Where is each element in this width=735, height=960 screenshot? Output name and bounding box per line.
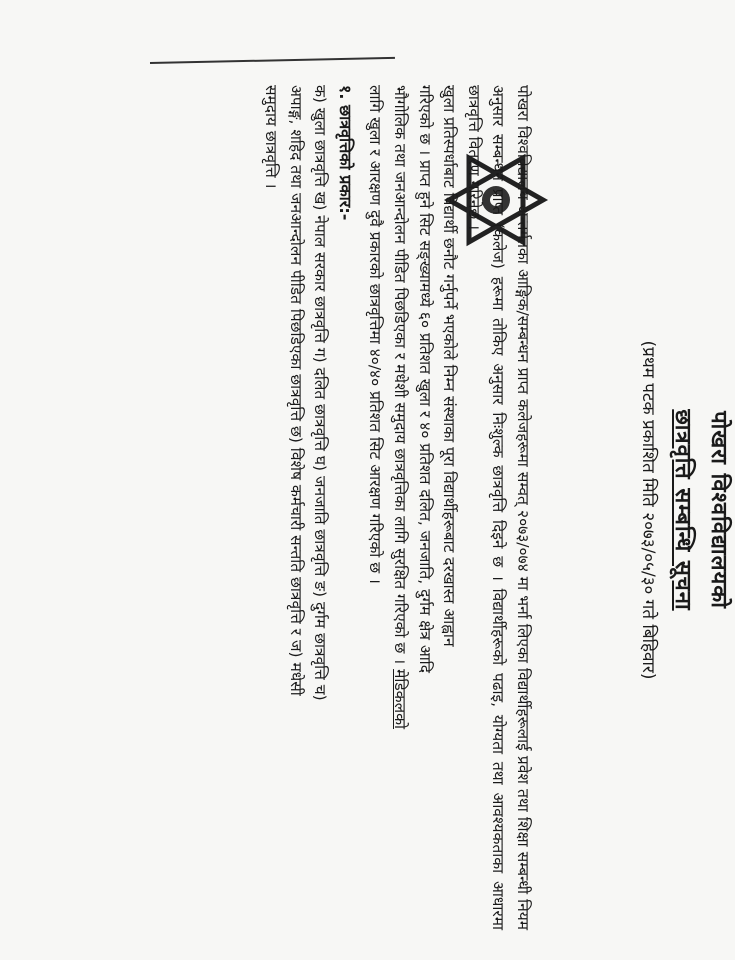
body-line-3: गरिएको छ । प्राप्त हुने सिट सङ्ख्यामध्ये ६० प्रतिशत खुला र ४० प्रतिशत दलित, जनजाति, दुर्गम क्षेत्र आदि bbox=[415, 85, 434, 673]
document-header bbox=[638, 85, 735, 935]
top-rule-line bbox=[150, 57, 395, 64]
title-line-2: छात्रवृत्ति सम्बन्धि सूचना bbox=[670, 409, 695, 611]
body-line-1: पोखरा विश्वविद्यालय अन्तर्गतका आङ्गिक/सम्बन्धन प्राप्त कलेजहरूमा सम्वत् २०७३/०७४ मा भर्ना लिएका विद्यार्थीहरूलाई प्रवेश तथा शिक्षा सम्बन्धी नियम अनुसार सम्बन्धन प्राप्त (कलेज) हरूमा तोकिए अनुसार निःशुल्क छात्रवृत्ति दिइने छ । विद्यार्थीहरूको पढाइ, योग्यता तथा आवश्यकताका आधारमा छात्रवृत्ति वितरण गरिनेछ । bbox=[464, 85, 532, 930]
underlined-word: मेडिकलको bbox=[391, 669, 410, 730]
notice-body bbox=[258, 85, 535, 930]
title-line-1: पोखरा विश्वविद्यालयको bbox=[706, 411, 731, 609]
body-line-4-text: भौगोलिक तथा जनआन्दोलन पीडित पिछडिएका र मधेशी समुदाय छात्रवृत्तिका लागि सुरक्षित गरिएको छ । bbox=[391, 85, 410, 665]
scholarship-types-line-3: समुदाय छात्रवृत्ति । bbox=[262, 85, 281, 189]
body-line-2: खुला प्रतिस्पर्धाबाट विद्यार्थी छनौट गर्नुपर्ने भएकोले निम्न संस्थाका पूरा विद्यार्थीहरूबाट दरखास्त आह्वान bbox=[440, 85, 459, 647]
body-line-4 bbox=[387, 85, 412, 930]
scholarship-types-line-1: क) खुला छात्रवृत्ति ख) नेपाल सरकार छात्रवृत्ति ग) दलित छात्रवृत्ति घ) जनजाति छात्रवृत्ति ङ) दुर्गम छात्रवृत्ति च) bbox=[311, 85, 330, 701]
publication-note: (प्रथम पटक प्रकाशित मिति २०७३/०५/३० गते बिहिवार) bbox=[638, 340, 658, 680]
body-line-5: लागि खुला र आरक्षण दुवै प्रकारको छात्रवृत्तिमा ४०/४० प्रतिशत सिट आरक्षण गरिएको छ । bbox=[366, 85, 385, 584]
scholarship-types-line-2: अपाङ्ग, शहिद तथा जनआन्दोलन पीडित पिछडिएका छात्रवृत्ति छ) विशेष कर्मचारी सन्तति छात्रवृत्ति र ज) मधेसी bbox=[286, 85, 305, 696]
section-heading: १. छात्रवृत्तिको प्रकार:- bbox=[335, 85, 355, 221]
rotated-document-content bbox=[165, 85, 735, 935]
